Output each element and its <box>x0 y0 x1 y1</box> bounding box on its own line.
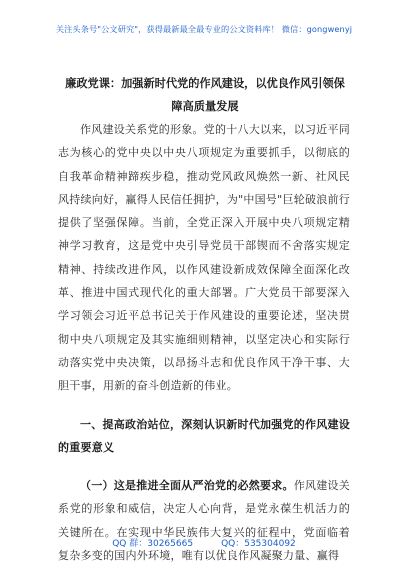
intro-paragraph: 作风建设关系党的形象。党的十八大以来，以习近平同志为核心的党中央以中央八项规定为重要抓手，以彻底的自我革命精神蹄疾步稳，推动党风政风焕然一新、社风民风持续向好，赢得人民信任拥护，为"中国号"巨轮破浪前行提供了坚强保障。当前，全党正深入开展中央八项规定精神学习教育，这是党中央引导党员干部锲而不舍落实规定精神、持续改进作风，以作风建设新成效保障全面深化改革、推进中国式现代化的重大部署。广大党员干部要深入学习领会习近平总书记关于作风建设的重要论述，坚决贯彻中央八项规定及其实施细则精神，以坚定决心和实际行动落实党中央决策，以昂扬斗志和优良作风干净干事、大胆干事，用新的奋斗创造新的伟业。 <box>58 123 350 393</box>
subsection-lead: （一）这是推进全面从严治党的必然要求。 <box>80 479 294 493</box>
footer-qq-number: QQ：535304092 <box>221 539 296 549</box>
header-banner[interactable]: 关注头条号"公文研究"，获得最新最全最专业的公文资料库！ 微信：gongwenyj <box>55 24 353 34</box>
document-body <box>58 118 350 567</box>
subsection-text: 作风建设关系党的形象和威信，决定人心向背，是党永葆生机活力的关键所在。在实现中华民族伟大复兴的征程中，党面临着复杂多变的国内外环境，唯有以优良作风凝聚力量、赢得 <box>58 479 350 563</box>
subsection-paragraph <box>58 474 350 567</box>
footer-contact <box>0 536 408 549</box>
footer-qq-group: QQ 群：30265665 <box>112 539 194 549</box>
section-heading: 一、提高政治站位，深刻认识新时代加强党的作风建设的重要意义 <box>58 417 350 454</box>
document-title: 廉政党课：加强新时代党的作风建设，以优良作风引领保障高质量发展 <box>65 77 345 113</box>
